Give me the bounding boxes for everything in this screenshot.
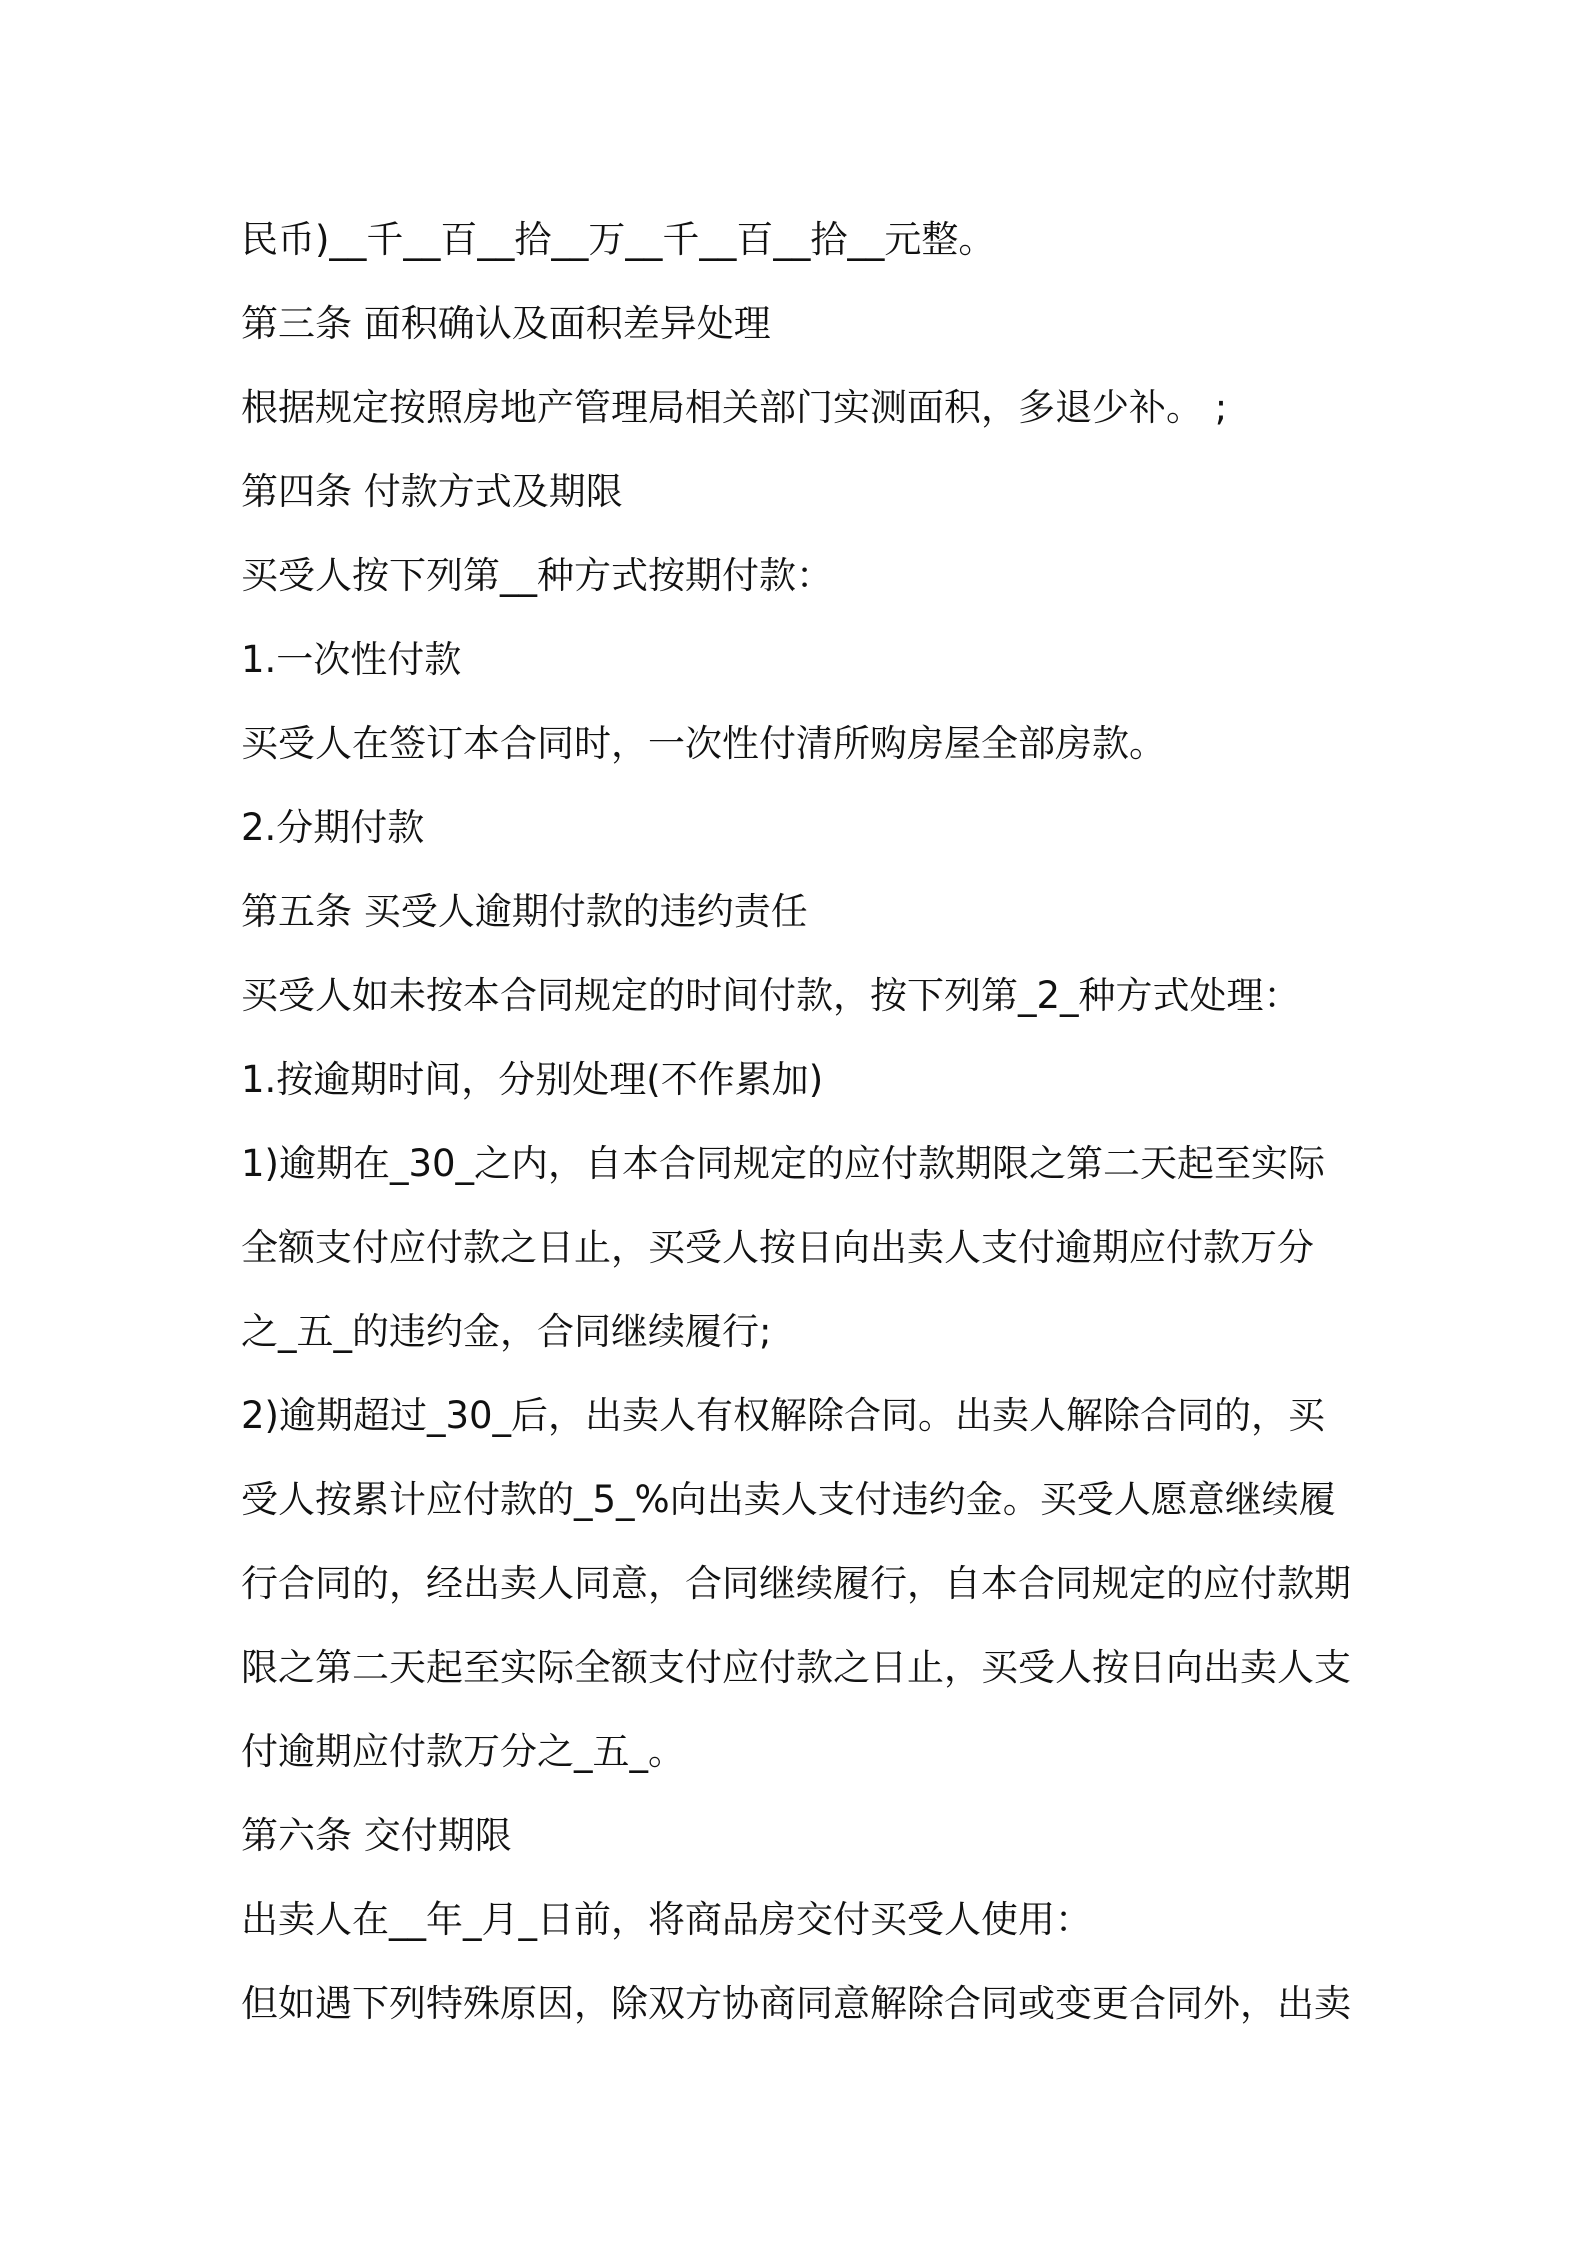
document-body xyxy=(241,198,1351,2046)
text-line: 买受人在签订本合同时，一次性付清所购房屋全部房款。 xyxy=(241,722,1166,765)
list-item: 2.分期付款 xyxy=(241,806,425,849)
text-line: 2)逾期超过_30_后，出卖人有权解除合同。出卖人解除合同的，买 xyxy=(241,1394,1326,1437)
text-line: 根据规定按照房地产管理局相关部门实测面积，多退少补。 ; xyxy=(241,386,1228,429)
text-line: 出卖人在__年_月_日前，将商品房交付买受人使用： xyxy=(241,1898,1092,1941)
text-line: 付逾期应付款万分之_五_。 xyxy=(241,1730,685,1773)
text-line: 全额支付应付款之日止，买受人按日向出卖人支付逾期应付款万分 xyxy=(241,1226,1314,1269)
list-item: 1.一次性付款 xyxy=(241,638,462,681)
text-line: 之_五_的违约金，合同继续履行; xyxy=(241,1310,772,1353)
text-line: 行合同的，经出卖人同意，合同继续履行，自本合同规定的应付款期 xyxy=(241,1562,1351,1605)
article-3-heading: 第三条 面积确认及面积差异处理 xyxy=(241,302,771,345)
article-6-heading: 第六条 交付期限 xyxy=(241,1814,512,1857)
text-line: 限之第二天起至实际全额支付应付款之日止，买受人按日向出卖人支 xyxy=(241,1646,1351,1689)
article-4-heading: 第四条 付款方式及期限 xyxy=(241,470,623,513)
list-item: 1.按逾期时间，分别处理(不作累加) xyxy=(241,1058,824,1101)
text-line: 买受人按下列第__种方式按期付款： xyxy=(241,554,833,597)
text-line-price-continuation: 民币)__千__百__拾__万__千__百__拾__元整。 xyxy=(241,218,996,261)
text-line: 受人按累计应付款的_5_%向出卖人支付违约金。买受人愿意继续履 xyxy=(241,1478,1336,1521)
text-line: 但如遇下列特殊原因，除双方协商同意解除合同或变更合同外，出卖 xyxy=(241,1982,1351,2025)
text-line: 买受人如未按本合同规定的时间付款，按下列第_2_种方式处理： xyxy=(241,974,1301,1017)
text-line: 1)逾期在_30_之内，自本合同规定的应付款期限之第二天起至实际 xyxy=(241,1142,1326,1185)
article-5-heading: 第五条 买受人逾期付款的违约责任 xyxy=(241,890,808,933)
